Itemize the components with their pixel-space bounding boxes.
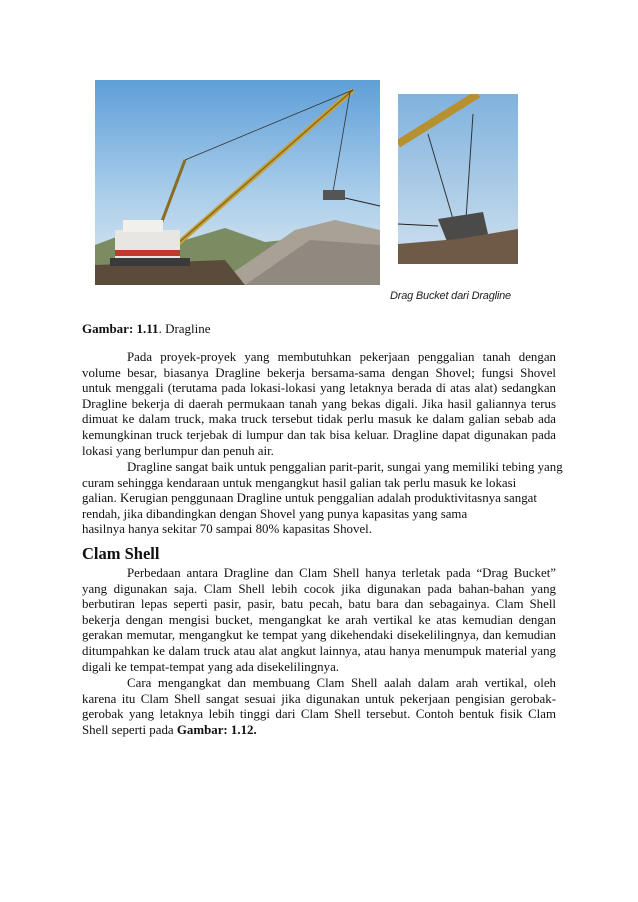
inset-caption: Drag Bucket dari Dragline bbox=[390, 290, 511, 302]
paragraph-line: hasilnya hanya sekitar 70 sampai 80% kapasitas Shovel. bbox=[82, 522, 372, 537]
paragraph-text: Perbedaan antara Dragline dan Clam Shell hanya terletak pada “Drag Bucket” yang digunakan saja. Clam Shell lebih cocok jika digunakan pada bahan-bahan yang berbutiran lepas seperti pasir, pasir, batu pecah, batu bara dan sebagainya. Clam Shell bekerja dengan mengisi bucket, mengangkat ke arah vertikal ke atas kemudian dengan gerakan memutar, mengangkut ke tempat yang dikehendaki disekelilingnya, dan kemudian ditumpahkan ke dalam truck atau alat angkut lainnya, atau hanya menumpuk material yang digali ke tempat-tempat yang ada disekelilingnya. bbox=[82, 566, 556, 674]
figure-reference: Gambar: 1.12. bbox=[176, 722, 257, 737]
paragraph-clam-shell-difference bbox=[82, 566, 556, 675]
paragraph-line: rendah, jika dibandingkan dengan Shovel yang punya kapasitas yang sama bbox=[82, 506, 468, 521]
paragraph-line: curam sehingga kendaraan untuk mengangkut hasil galian tak perlu masuk ke lokasi bbox=[82, 475, 517, 490]
dragline-figure bbox=[95, 80, 525, 315]
figure-caption-title: . Dragline bbox=[158, 321, 211, 336]
paragraph-dragline-advantages bbox=[82, 460, 563, 538]
paragraph-clam-shell-usage bbox=[82, 676, 556, 738]
section-heading: Clam Shell bbox=[82, 544, 160, 563]
drag-bucket-photo bbox=[398, 94, 518, 264]
paragraph-line: galian. Kerugian penggunaan Dragline untuk penggalian adalah produktivitasnya sangat bbox=[82, 491, 537, 506]
dragline-photo bbox=[95, 80, 380, 285]
paragraph-text bbox=[82, 676, 556, 738]
paragraph-dragline-usage bbox=[82, 350, 556, 459]
paragraph-body: Cara mengangkat dan membuang Clam Shell aalah dalam arah vertikal, oleh karena itu Clam Shell sangat sesuai jika digunakan untuk pekerjaan pengisian gerobak-gerobak yang letaknya lebih tinggi dari Clam Shell tersebut. Contoh bentuk fisik Clam Shell seperti pada bbox=[82, 676, 556, 737]
paragraph-line: Dragline sangat baik untuk penggalian parit-parit, sungai yang memiliki tebing yang bbox=[127, 460, 563, 474]
figure-caption-label: Gambar: 1.11 bbox=[82, 321, 159, 336]
paragraph-text: Pada proyek-proyek yang membutuhkan pekerjaan penggalian tanah dengan volume besar, biasanya Dragline bekerja bersama-sama dengan Shovel; fungsi Shovel untuk menggali (terutama pada lokasi-lokasi yang letaknya berada di atas alat) sedangkan Dragline bekerja di daerah permukaan tanah yang bekas digali. Jika hasil galiannya terus dimuat ke dalam truck, maka truck tersebut tidak perlu masuk ke dalam galian sebab ada kemungkinan truck terjebak di lumpur dan tak bisa keluar. Dragline dapat digunakan pada lokasi yang berlumpur dan penuh air. bbox=[82, 350, 556, 458]
figure-caption bbox=[82, 321, 211, 337]
